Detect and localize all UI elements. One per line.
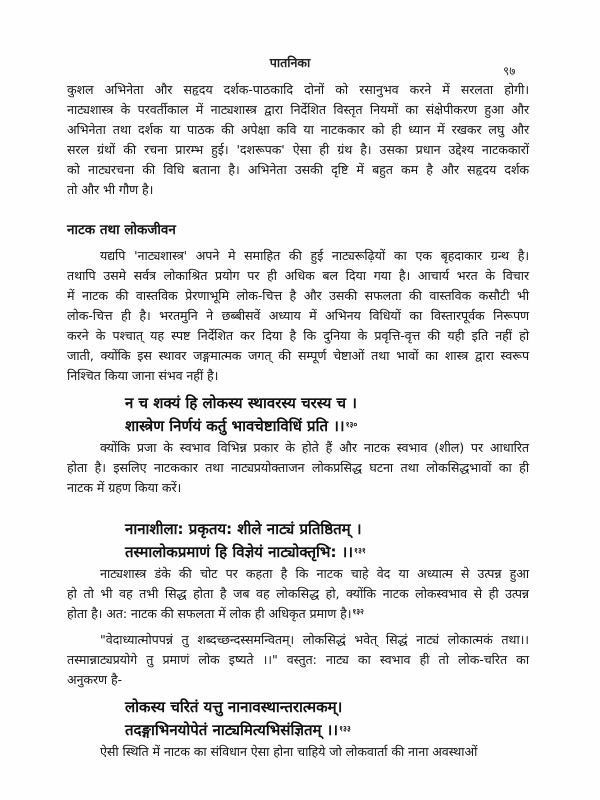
verse-line-text: शास्त्रेण निर्णयं कर्तु भावचेष्टाविधिं प्रति ।। <box>125 417 345 435</box>
text-line: अनुकरण है- <box>67 672 122 687</box>
footnote-marker: १३२ <box>352 607 364 616</box>
sanskrit-verse-133 <box>67 696 529 742</box>
text-line: होता है। इसलिए नाटककार तथा नाट्यप्रयोक्ताजन लोकप्रसिद्ध घटना तथा लोकसिद्धभावों का ही <box>67 460 529 475</box>
verse-line: न च शक्यं हि लोकस्य स्थावरस्य चरस्य च । <box>125 394 357 412</box>
paragraph-continuation <box>67 80 529 200</box>
section-heading: नाटक तथा लोकजीवन <box>67 222 176 238</box>
text-line: तो और भी गौण है। <box>67 182 154 197</box>
text-line <box>67 604 529 624</box>
sanskrit-verse-130 <box>67 392 529 438</box>
verse-line-text: तस्मालोकप्रमाणं हि विज्ञेयं नाट्योक्तृभि: ।। <box>125 543 354 561</box>
text-line: में नाटक की वास्तविक प्रेरणाभूमि लोक-चित्त है और उसकी सफलता की वास्तविक कसौटी भी <box>67 288 529 303</box>
page-body <box>67 80 529 762</box>
text-line: करने के पश्चात् यह स्पष्ट निर्देशित कर दिया है कि दुनिया के प्रवृत्ति-वृत्त की यही इति नहीं हो <box>67 328 529 343</box>
text-line: सरल ग्रंथों की रचना प्रारम्भ हुई। 'दशरूपक' ऐसा ही ग्रंथ है। उसका प्रधान उद्देश्य नाटककारों <box>67 142 529 157</box>
text-line: अभिनेता तथा दर्शक या पाठक की अपेक्षा कवि या नाटककार को ही ध्यान में रखकर लघु और <box>67 122 529 137</box>
text-line: तथापि उसमे सर्वत्र लोकाश्रित प्रयोग पर ही अधिक बल दिया गया है। आचार्य भरत के विचार <box>67 268 529 283</box>
footnote-marker: १३३ <box>339 724 351 733</box>
verse-line <box>125 719 529 742</box>
text-line: कुशल अभिनेता और सहृदय दर्शक-पाठकादि दोनों को रसानुभव करने में सरलता होगी। <box>67 82 529 97</box>
paragraph-sthiti <box>67 742 529 762</box>
paragraph-natyashastra-lokajivan <box>67 246 529 386</box>
text-line: ऐसी स्थिति में नाटक का संविधान ऐसा होना चाहिये जो लोकवार्ता की नाना अवस्थाओं <box>100 744 478 759</box>
footnote-marker: १३१ <box>354 546 366 555</box>
text-line: नाट्यशास्त्र के परवर्तीकाल में नाट्यशास्त्र द्वारा निर्देशित विस्तृत नियमों का संक्षेपीकरण हुआ और <box>67 102 529 117</box>
paragraph-quotation <box>67 630 529 690</box>
verse-line <box>125 541 529 564</box>
text-line: को नाट्यरचना की विधि बताना है। अभिनेता उसकी दृष्टि में बहुत कम है और सहृदय दर्शक <box>67 162 529 177</box>
verse-line <box>125 415 529 438</box>
page-number: ९७ <box>503 64 516 78</box>
text-line: तस्मान्नाट्यप्रयोगे तु प्रमाणं लोक इष्यते ।।" वस्तुत: नाट्य का स्वभाव ही तो लोक-चरित का <box>67 652 529 667</box>
line-text: होता है। अत: नाटक की सफलता में लोक ही अधिकृत प्रमाण है। <box>67 606 352 621</box>
text-line: "वेदाध्यात्मोपपन्नं तु शब्दच्छन्दस्समन्वितम्। लोकसिद्धं भवेत् सिद्धं नाट्यं लोकात्मकं तथा।। <box>100 632 529 647</box>
verse-line: नानाशीला: प्रकृतय: शीले नाट्यं प्रतिष्ठितम् । <box>125 520 362 538</box>
paragraph-praja-svabhava <box>67 438 529 498</box>
running-head-title: पातनिका <box>269 55 311 70</box>
sanskrit-verse-131 <box>67 518 529 564</box>
text-line: लोक-चित्त ही है। भरतमुनि ने छब्बीसवें अध्याय में अभिनय विधियों का विस्तारपूर्वक निरूपण <box>67 308 529 323</box>
text-line: निश्चित किया जाना संभव नहीं है। <box>67 368 219 383</box>
text-line: क्योंकि प्रजा के स्वभाव विभिन्न प्रकार के होते हैं और नाटक स्वभाव (शील) पर आधारित <box>100 440 529 455</box>
text-line: हो तो भी वह तभी सिद्ध होता है जब वह लोकसिद्ध हो, क्योंकि नाटक लोकस्वभाव से ही उत्पन्न <box>67 586 529 601</box>
text-line: यद्यपि 'नाट्यशास्त्र' अपने मे समाहित की हुई नाट्यरूढ़ियों का एक बृहदाकार ग्रन्थ है। <box>100 248 529 263</box>
text-line: नाट्यशास्त्र डंके की चोट पर कहता है कि नाटक चाहे वेद या अध्यात्म से उत्पन्न हुआ <box>100 566 529 581</box>
paragraph-danke-ki-chot <box>67 564 529 624</box>
verse-line-text: तदङ्गाभिनयोपेतं नाट्यमित्यभिसंज्ञितम् ।। <box>125 721 339 739</box>
text-line: जाती, क्योंकि इस स्थावर जङ्गमात्मक जगत् की सम्पूर्ण चेष्टाओं तथा भावों का शास्त्र द्वारा स्वरूप <box>67 348 529 363</box>
verse-line: लोकस्य चरितं यत्तु नानावस्थान्तरात्मकम्। <box>125 698 343 716</box>
text-line: नाटक में ग्रहण किया करें। <box>67 480 182 495</box>
footnote-marker: १३० <box>345 420 358 429</box>
